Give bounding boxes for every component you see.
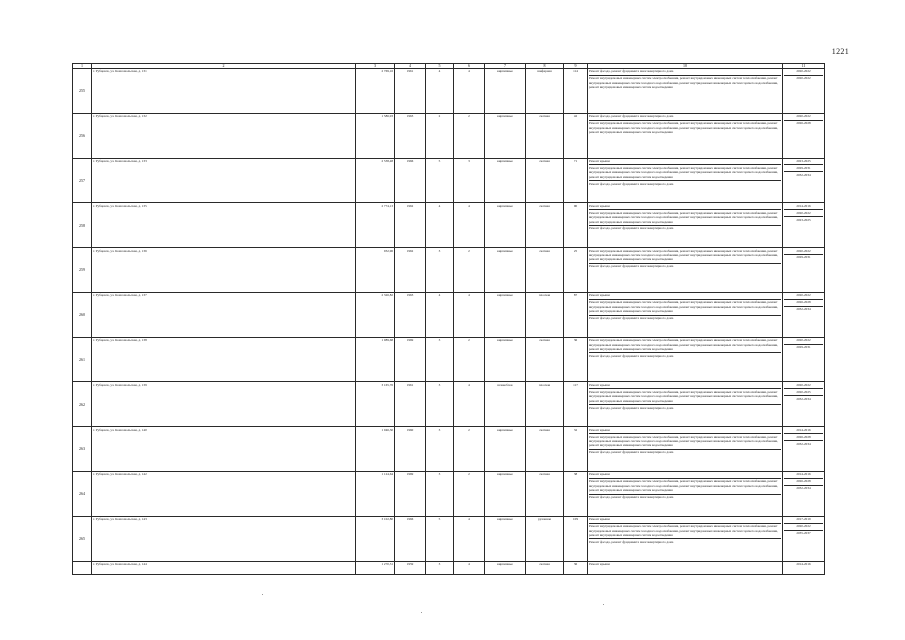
resident-count: 117 [564,382,588,427]
work-period: 2020-2022 [796,114,811,119]
work-item: Ремонт фасада, ремонт фундамента многоквартирного дома [589,538,781,544]
build-year: 1961 [395,382,426,427]
work-list [588,292,783,337]
roof-type: плоская [526,382,564,427]
table-row [73,113,825,158]
house-area: 1 586,93 [356,113,395,158]
work-item: Ремонт внутридомовых инженерных систем электроснабжения, ремонт внутридомовых инженерных систем теплоснабжения, ремонт внутридомовых инженерных систем холодного водоснабжения, ремонт внутридомовых инженерных систем горячего водоснабжения, ремонт внутридомовых инженерных систем водоотведения [589,478,781,493]
wall-material: кирпичные [485,203,526,248]
house-address: г. Рубцовск, ул. Комсомольская, д. 136 [92,248,356,293]
work-period: 2014-2016 [796,203,811,208]
work-period: 2020-2022 [796,338,811,343]
work-item: Ремонт внутридомовых инженерных систем электроснабжения, ремонт внутридомовых инженерных систем теплоснабжения, ремонт внутридомовых инженерных систем холодного водоснабжения, ремонт внутридомовых инженерных систем горячего водоснабжения, ремонт внутридомовых инженерных систем водоотведения [589,523,781,538]
house-area: 2 326,82 [356,292,395,337]
entrance-count: 4 [454,382,485,427]
wall-material: кирпичные [485,472,526,517]
work-period: 2023-2025 [784,216,823,222]
work-period: 2032-2034 [784,171,823,177]
work-item: Ремонт внутридомовых инженерных систем электроснабжения, ремонт внутридомовых инженерных систем теплоснабжения, ремонт внутридомовых инженерных систем холодного водоснабжения, ремонт внутридомовых инженерных систем горячего водоснабжения, ремонт внутридомовых инженерных систем водоотведения [589,299,781,314]
house-address: г. Рубцовск, ул. Комсомольская, д. 133 [92,158,356,203]
entrance-count: 2 [454,337,485,382]
entrance-count: 3 [454,158,485,203]
work-item: Ремонт фасада, ремонт фундамента многоквартирного дома [589,494,781,500]
house-area: 932,96 [356,248,395,293]
roof-type: скатная [526,158,564,203]
row-number: 265 [73,516,92,561]
build-year: 1969 [395,472,426,517]
work-period: 2023-2025 [796,158,811,163]
period-list [783,292,825,337]
work-item: Ремонт фасада, ремонт фундамента многоквартирного дома [589,315,781,321]
table-row [73,561,825,575]
column-number: 5 [426,64,454,69]
entrance-count: 2 [454,427,485,472]
table-row [73,248,825,293]
house-address: г. Рубцовск, ул. Комсомольская, д. 135 [92,203,356,248]
entrance-count: 2 [454,113,485,158]
work-period: 2020-2022 [796,69,811,74]
period-list [783,69,825,114]
work-period: 2032-2034 [784,440,823,446]
house-address: г. Рубцовск, ул. Комсомольская, д. 131 [92,69,356,114]
work-item: Ремонт внутридомовых инженерных систем электроснабжения, ремонт внутридомовых инженерных систем теплоснабжения, ремонт внутридомовых инженерных систем холодного водоснабжения, ремонт внутридомовых инженерных систем горячего водоснабжения, ремонт внутридомовых инженерных систем водоотведения [589,75,781,90]
work-item: Ремонт внутридомовых инженерных систем электроснабжения, ремонт внутридомовых инженерных систем теплоснабжения, ремонт внутридомовых инженерных систем холодного водоснабжения, ремонт внутридомовых инженерных систем горячего водоснабжения, ремонт внутридомовых инженерных систем водоотведения [589,338,778,351]
wall-material: кирпичные [485,561,526,575]
work-period: 2014-2016 [796,472,811,477]
work-item: Ремонт фасада, ремонт фундамента многоквартирного дома [589,352,781,358]
column-number: 8 [526,64,564,69]
entrance-count: 2 [454,472,485,517]
entrance-count: 4 [454,69,485,114]
build-year: 1969 [395,337,426,382]
roof-type: скатная [526,427,564,472]
floor-count: 3 [426,561,454,575]
floor-count: 2 [426,113,454,158]
column-number: 11 [783,64,825,69]
floor-count: 4 [426,69,454,114]
work-item: Ремонт фасада, ремонт фундамента многоквартирного дома [589,180,781,186]
work-item: Ремонт крыши [589,472,610,477]
build-year: 1960 [395,427,426,472]
house-address: г. Рубцовск, ул. Комсомольская, д. 138 [92,337,356,382]
house-area: 3 165,76 [356,382,395,427]
work-list [588,158,783,203]
entrance-count: 4 [454,203,485,248]
resident-count: 109 [564,516,588,561]
house-area: 2 769,16 [356,69,395,114]
work-item: Ремонт крыши [589,427,610,432]
work-item: Ремонт внутридомовых инженерных систем электроснабжения, ремонт внутридомовых инженерных систем теплоснабжения, ремонт внутридомовых инженерных систем холодного водоснабжения, ремонт внутридомовых инженерных систем горячего водоснабжения, ремонт внутридомовых инженерных систем водоотведения [589,209,781,224]
work-list [588,337,783,382]
scan-speck [262,594,263,595]
row-number: 260 [73,292,92,337]
row-number: 255 [73,69,92,114]
work-period: 2035-2037 [784,530,823,536]
build-year: 1962 [395,248,426,293]
table-row [73,427,825,472]
wall-material: кирпичные [485,427,526,472]
wall-material: кирпичные [485,337,526,382]
resident-count: 71 [564,158,588,203]
column-number: 9 [564,64,588,69]
work-item: Ремонт фасада, ремонт фундамента многоквартирного дома [589,225,781,231]
entrance-count: 4 [454,516,485,561]
period-list [783,516,825,561]
house-address: г. Рубцовск, ул. Комсомольская, д. 140 [92,427,356,472]
floor-count: 5 [426,516,454,561]
register-table [72,63,825,575]
work-period: 2026-2028 [784,120,823,126]
period-list [783,203,825,248]
floor-count: 5 [426,158,454,203]
work-list [588,248,783,293]
work-list [588,472,783,517]
column-number: 4 [395,64,426,69]
work-item: Ремонт внутридомовых инженерных систем электроснабжения, ремонт внутридомовых инженерных систем теплоснабжения, ремонт внутридомовых инженерных систем холодного водоснабжения, ремонт внутридомовых инженерных систем горячего водоснабжения, ремонт внутридомовых инженерных систем водоотведения [589,433,781,448]
resident-count: 36 [564,561,588,575]
column-number: 7 [485,64,526,69]
work-list [588,427,783,472]
house-area: 1 089,68 [356,337,395,382]
entrance-count: 4 [454,561,485,575]
work-item: Ремонт фасада, ремонт фундамента многоквартирного дома [589,114,674,119]
build-year: 1959 [395,561,426,575]
build-year: 1963 [395,113,426,158]
roof-type: скатная [526,248,564,293]
floor-count: 4 [426,292,454,337]
work-item: Ремонт крыши [589,517,610,522]
roof-type: шиферная [526,69,564,114]
table-row [73,203,825,248]
work-period: 2032-2034 [784,306,823,312]
row-number: 263 [73,427,92,472]
work-list [588,69,783,114]
scan-speck [603,604,604,605]
work-period: 2029-2031 [784,164,823,170]
work-period: 2026-2028 [784,433,823,439]
column-number: 1 [73,64,92,69]
house-address: г. Рубцовск, ул. Комсомольская, д. 137 [92,292,356,337]
work-item: Ремонт крыши [589,203,610,208]
build-year: 1961 [395,69,426,114]
work-period: 2020-2022 [784,75,823,81]
work-period: 2032-2034 [784,395,823,401]
row-number: 256 [73,113,92,158]
work-period: 2014-2016 [796,427,811,432]
house-area: 3 102,80 [356,516,395,561]
work-item: Ремонт крыши [589,293,610,298]
work-period: 2020-2022 [796,382,811,387]
row-number: 258 [73,203,92,248]
row-number: 262 [73,382,92,427]
table-row [73,516,825,561]
work-list [588,203,783,248]
house-address: г. Рубцовск, ул. Комсомольская, д. 139 [92,382,356,427]
work-period: 2020-2022 [796,248,811,253]
work-item: Ремонт фасада, ремонт фундамента многоквартирного дома [589,69,674,74]
table-row [73,292,825,337]
house-address: г. Рубцовск, ул. Комсомольская, д. 142 [92,472,356,517]
work-list [588,382,783,427]
period-list [783,113,825,158]
wall-material: шлакоблок [485,382,526,427]
wall-material: кирпичные [485,516,526,561]
roof-type: скатная [526,203,564,248]
period-list [783,158,825,203]
wall-material: кирпичные [485,158,526,203]
roof-type: скатная [526,472,564,517]
row-number: 259 [73,248,92,293]
work-item: Ремонт крыши [589,382,610,387]
row-number: 261 [73,337,92,382]
work-item: Ремонт внутридомовых инженерных систем электроснабжения, ремонт внутридомовых инженерных систем теплоснабжения, ремонт внутридомовых инженерных систем холодного водоснабжения, ремонт внутридомовых инженерных систем горячего водоснабжения, ремонт внутридомовых инженерных систем водоотведения [589,388,781,403]
house-area: 1 124,64 [356,472,395,517]
wall-material: кирпичные [485,248,526,293]
roof-type: рулонная [526,516,564,561]
roof-type: скатная [526,337,564,382]
table-row [73,158,825,203]
house-address: г. Рубцовск, ул. Комсомольская, д. 144 [92,561,356,575]
page-number: 1221 [831,47,849,56]
work-period: 2020-2025 [784,388,823,394]
work-period: 2026-2028 [784,299,823,305]
register-body [73,69,825,575]
wall-material: кирпичные [485,69,526,114]
build-year: 1966 [395,158,426,203]
wall-material: кирпичные [485,113,526,158]
floor-count: 3 [426,472,454,517]
resident-count: 32 [564,427,588,472]
build-year: 1963 [395,292,426,337]
resident-count: 36 [564,337,588,382]
resident-count: 38 [564,472,588,517]
table-row [73,337,825,382]
roof-type: скатная [526,561,564,575]
work-item: Ремонт фасада, ремонт фундамента многоквартирного дома [589,263,781,269]
period-list [783,248,825,293]
scan-speck [421,612,422,613]
entrance-count: 2 [454,248,485,293]
period-list [783,382,825,427]
build-year: 1962 [395,203,426,248]
work-list [588,561,783,575]
row-number: 264 [73,472,92,517]
row-number: 257 [73,158,92,203]
house-address: г. Рубцовск, ул. Комсомольская, д. 132 [92,113,356,158]
resident-count: 90 [564,203,588,248]
table-row [73,382,825,427]
work-list [588,516,783,561]
wall-material: кирпичные [485,292,526,337]
work-period: 2014-2016 [796,561,811,566]
roof-type: плоская [526,292,564,337]
register-sheet [72,63,824,575]
work-period: 2017-2019 [796,517,811,522]
work-item: Ремонт крыши [589,158,610,163]
resident-count: 42 [564,113,588,158]
work-item: Ремонт фасада, ремонт фундамента многоквартирного дома [589,449,781,455]
column-number: 10 [588,64,783,69]
work-period: 2029-2031 [784,344,823,350]
work-period: 2026-2028 [784,478,823,484]
resident-count: 87 [564,292,588,337]
work-period: 2020-2022 [796,293,811,298]
floor-count: 3 [426,337,454,382]
floor-count: 3 [426,427,454,472]
work-period: 2020-2022 [784,209,823,215]
work-item: Ремонт внутридомовых инженерных систем электроснабжения, ремонт внутридомовых инженерных систем теплоснабжения, ремонт внутридомовых инженерных систем холодного водоснабжения, ремонт внутридомовых инженерных систем горячего водоснабжения, ремонт внутридомовых инженерных систем водоотведения [589,120,781,135]
work-item: Ремонт крыши [589,561,610,566]
work-item: Ремонт внутридомовых инженерных систем электроснабжения, ремонт внутридомовых инженерных систем теплоснабжения, ремонт внутридомовых инженерных систем холодного водоснабжения, ремонт внутридомовых инженерных систем горячего водоснабжения, ремонт внутридомовых инженерных систем водоотведения [589,164,781,179]
resident-count: 114 [564,69,588,114]
work-item: Ремонт внутридомовых инженерных систем электроснабжения, ремонт внутридомовых инженерных систем теплоснабжения, ремонт внутридомовых инженерных систем холодного водоснабжения, ремонт внутридомовых инженерных систем горячего водоснабжения, ремонт внутридомовых инженерных систем водоотведения [589,248,778,262]
period-list [783,427,825,472]
period-list [783,472,825,517]
house-area: 1 046,30 [356,427,395,472]
roof-type: скатная [526,113,564,158]
work-period: 2032-2034 [784,485,823,491]
work-item: Ремонт фасада, ремонт фундамента многоквартирного дома [589,404,781,410]
table-row [73,472,825,517]
floor-count: 4 [426,203,454,248]
row-number [73,561,92,575]
work-period: 2020-2022 [784,523,823,529]
column-number: 6 [454,64,485,69]
house-area: 2 538,48 [356,158,395,203]
resident-count: 25 [564,248,588,293]
period-list [783,337,825,382]
column-number: 3 [356,64,395,69]
column-number: 2 [92,64,356,69]
period-list [783,561,825,575]
house-address: г. Рубцовск, ул. Комсомольская, д. 143 [92,516,356,561]
work-list [588,113,783,158]
floor-count: 3 [426,248,454,293]
house-area: 1 270,31 [356,561,395,575]
entrance-count: 4 [454,292,485,337]
table-row [73,69,825,114]
house-area: 2 774,13 [356,203,395,248]
work-period: 2029-2031 [784,254,823,260]
floor-count: 3 [426,382,454,427]
build-year: 1966 [395,516,426,561]
